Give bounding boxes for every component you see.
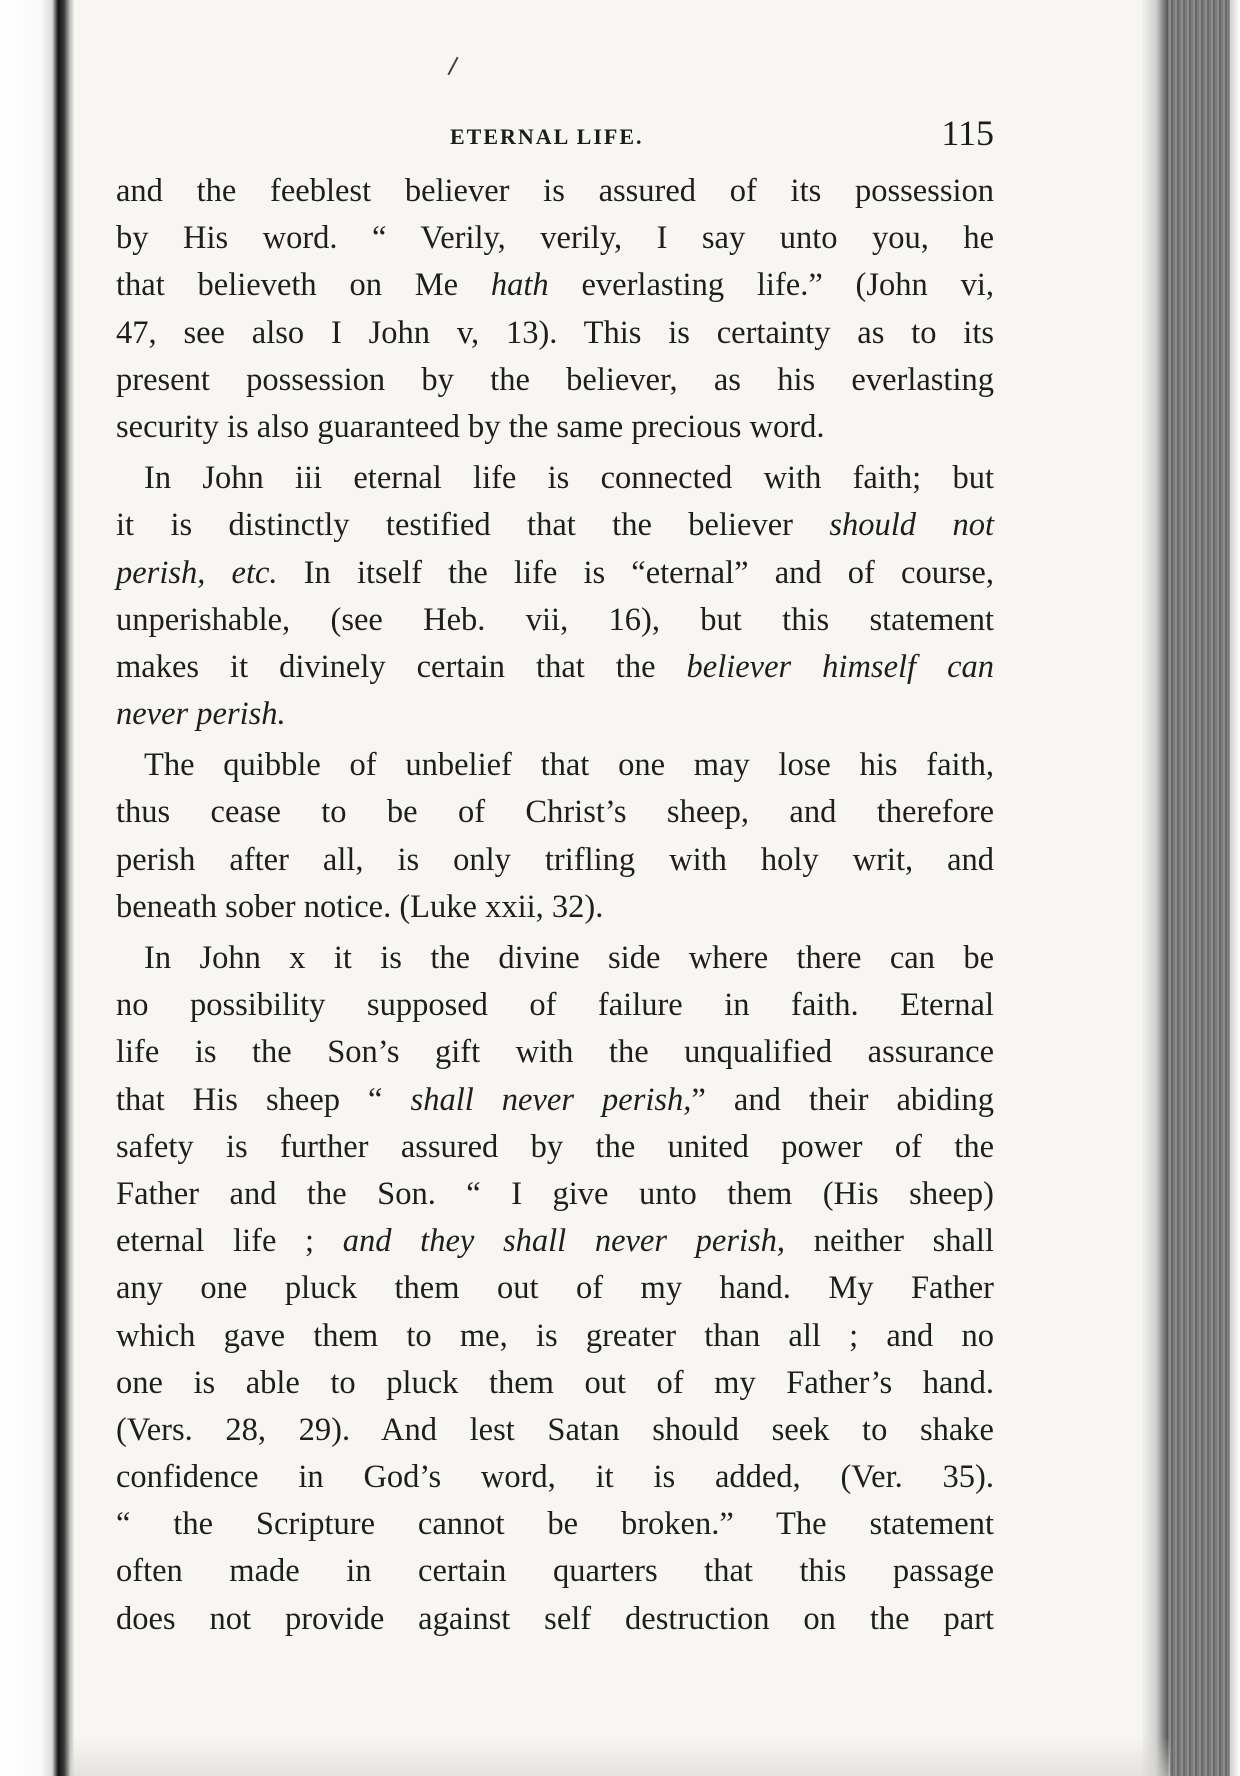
running-title: ETERNAL LIFE. xyxy=(450,124,644,149)
scan-border xyxy=(1230,0,1240,1776)
paragraph xyxy=(116,455,994,738)
text-line xyxy=(116,215,994,262)
text-line xyxy=(116,1124,994,1171)
text-line xyxy=(116,1454,994,1501)
text-run: 47, see also I John v, 13). This is certainty as to its xyxy=(116,314,994,351)
text-run: confidence in God’s word, it is added, (Ver. 35). xyxy=(116,1459,994,1496)
italic-text: should not xyxy=(829,507,994,544)
italic-text: never perish. xyxy=(116,696,286,733)
text-line xyxy=(116,1548,994,1595)
text-run: no possibility supposed of failure in faith. Eternal xyxy=(116,987,994,1024)
text-line xyxy=(116,1501,994,1548)
text-line xyxy=(116,644,994,691)
text-run: security is also guaranteed by the same precious word. xyxy=(116,408,825,445)
italic-text: believer himself can xyxy=(686,648,994,685)
text-line xyxy=(116,1218,994,1265)
text-run: makes it divinely certain that the xyxy=(116,648,687,685)
text-line xyxy=(116,1407,994,1454)
text-run: neither shall xyxy=(785,1223,994,1260)
italic-text: shall never perish, xyxy=(410,1081,692,1118)
text-line xyxy=(116,691,994,738)
text-line xyxy=(116,310,994,357)
text-line xyxy=(116,1313,994,1360)
text-line xyxy=(116,168,994,215)
text-line xyxy=(116,1360,994,1407)
text-line xyxy=(116,502,994,549)
text-run: any one pluck them out of my hand. My Father xyxy=(116,1270,994,1307)
text-line xyxy=(116,1171,994,1218)
body-text xyxy=(116,168,994,1643)
text-run: Father and the Son. “ I give unto them (His sheep) xyxy=(116,1175,994,1212)
text-line xyxy=(116,550,994,597)
text-run: (Vers. 28, 29). And lest Satan should seek to shake xyxy=(116,1411,994,1448)
text-run: that believeth on Me xyxy=(116,267,491,304)
text-run: eternal life ; xyxy=(116,1223,343,1260)
page-number: 115 xyxy=(941,113,994,153)
text-line xyxy=(116,357,994,404)
text-line xyxy=(116,455,994,502)
text-line xyxy=(116,982,994,1029)
paragraph xyxy=(116,168,994,451)
text-line xyxy=(116,597,994,644)
text-line xyxy=(116,1029,994,1076)
text-run: often made in certain quarters that this passage xyxy=(116,1553,994,1590)
italic-text: hath xyxy=(490,267,549,304)
book-binding-shadow xyxy=(58,0,74,1776)
text-run: In itself the life is “eternal” and of course, xyxy=(277,554,994,591)
page-edge-shadow xyxy=(1142,0,1168,1776)
text-run: life is the Son’s gift with the unqualified assurance xyxy=(116,1034,994,1071)
text-line xyxy=(116,837,994,884)
text-run: it is distinctly testified that the believer xyxy=(116,507,830,544)
paragraph xyxy=(116,742,994,931)
text-run: “ the Scripture cannot be broken.” The statement xyxy=(116,1506,994,1543)
text-run: and the feeblest believer is assured of its possession xyxy=(116,173,994,209)
text-run: beneath sober notice. (Luke xxii, 32). xyxy=(116,888,604,925)
text-line xyxy=(116,404,994,451)
text-line xyxy=(116,742,994,789)
text-run: everlasting life.” (John vi, xyxy=(548,267,994,304)
italic-text: and they shall never perish, xyxy=(342,1223,786,1260)
text-run: present possession by the believer, as his everlasting xyxy=(116,361,994,398)
text-line xyxy=(116,1077,994,1124)
text-line xyxy=(116,884,994,931)
text-line xyxy=(116,935,994,982)
text-run: one is able to pluck them out of my Father’s hand. xyxy=(116,1364,994,1401)
text-run: safety is further assured by the united power of the xyxy=(116,1128,994,1165)
text-run: In John iii eternal life is connected with faith; but xyxy=(144,460,994,497)
left-page-margin xyxy=(0,0,62,1776)
text-run: unperishable, (see Heb. vii, 16), but this statement xyxy=(116,601,994,638)
pencil-mark xyxy=(447,57,458,76)
text-line xyxy=(116,1265,994,1312)
text-run: In John x it is the divine side where there can be xyxy=(144,940,994,976)
paragraph xyxy=(116,935,994,1643)
text-run: The quibble of unbelief that one may lose his faith, xyxy=(144,747,994,784)
text-line xyxy=(116,1596,994,1643)
text-run: perish after all, is only trifling with holy writ, and xyxy=(116,841,994,878)
text-line xyxy=(116,262,994,309)
bottom-margin-shade xyxy=(70,1736,1170,1776)
text-run: thus cease to be of Christ’s sheep, and therefore xyxy=(116,794,994,831)
text-run: by His word. “ Verily, verily, I say unto you, he xyxy=(116,220,994,257)
italic-text: perish, etc. xyxy=(116,554,278,591)
page-header xyxy=(120,112,1000,162)
text-run: ” and their abiding xyxy=(691,1081,994,1118)
text-run: does not provide against self destruction on the part xyxy=(116,1600,994,1637)
text-line xyxy=(116,789,994,836)
text-run: that His sheep “ xyxy=(116,1081,411,1118)
text-run: which gave them to me, is greater than all ; and no xyxy=(116,1317,994,1354)
